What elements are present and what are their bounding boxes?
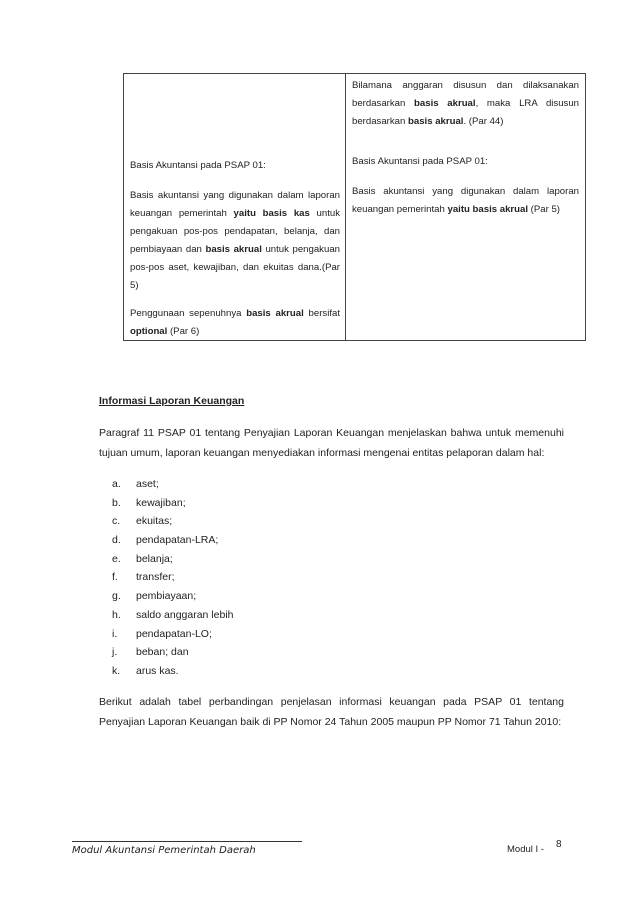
- list-item: g. pembiayaan;: [112, 590, 197, 603]
- left-paragraph-2: Penggunaan sepenuhnya basis akrual bersifat optional (Par 6): [130, 308, 340, 337]
- comparison-table: [123, 73, 586, 341]
- section-title: Informasi Laporan Keuangan: [99, 395, 245, 407]
- left-paragraph-1: Basis akuntansi yang digunakan dalam laporan keuangan pemerintah yaitu basis kas untuk pengakuan pos-pos pendapatan, belanja, dan pembiayaan dan basis akrual untuk pengakuan pos-pos aset, kewajiban, dan ekuitas dana.(Par 5): [130, 190, 341, 291]
- list-item: f. transfer;: [112, 571, 175, 584]
- list-item: i. pendapatan-LO;: [112, 627, 212, 640]
- list-item: j. beban; dan: [112, 646, 189, 659]
- list-item: c. ekuitas;: [112, 515, 173, 528]
- closing-paragraph: Berikut adalah tabel perbandingan penjelasan informasi keuangan pada PSAP 01 tentang Penyajian Laporan Keuangan baik di PP Nomor 24 Tahun 2005 maupun PP Nomor 71 Tahun 2010:: [99, 696, 564, 728]
- right-paragraph-1: Basis akuntansi yang digunakan dalam laporan keuangan pemerintah yaitu basis akrual (Par 5): [352, 186, 579, 215]
- intro-paragraph: Paragraf 11 PSAP 01 tentang Penyajian Laporan Keuangan menjelaskan bahwa untuk memenuhi tujuan umum, laporan keuangan menyediakan informasi mengenai entitas pelaporan dalam hal:: [99, 427, 564, 459]
- footer-divider: [72, 841, 302, 842]
- list-item: a. aset;: [112, 478, 159, 490]
- right-heading: Basis Akuntansi pada PSAP 01:: [352, 156, 488, 167]
- footer-module-label: Modul I -: [507, 844, 544, 855]
- list-item: b. kewajiban;: [112, 496, 186, 509]
- list-item: d. pendapatan-LRA;: [112, 534, 219, 547]
- page-number: 8: [556, 839, 562, 850]
- left-heading: Basis Akuntansi pada PSAP 01:: [130, 160, 266, 171]
- table-cell-right: [346, 74, 585, 340]
- right-paragraph-0: Bilamana anggaran disusun dan dilaksanakan berdasarkan basis akrual, maka LRA disusun berdasarkan basis akrual. (Par 44): [352, 80, 580, 127]
- list-item: h. saldo anggaran lebih: [112, 608, 234, 621]
- table-cell-left: [124, 74, 346, 340]
- footer-title: Modul Akuntansi Pemerintah Daerah: [72, 845, 256, 856]
- information-list: [112, 475, 234, 681]
- list-item: e. belanja;: [112, 552, 173, 565]
- list-item: k. arus kas.: [112, 664, 179, 677]
